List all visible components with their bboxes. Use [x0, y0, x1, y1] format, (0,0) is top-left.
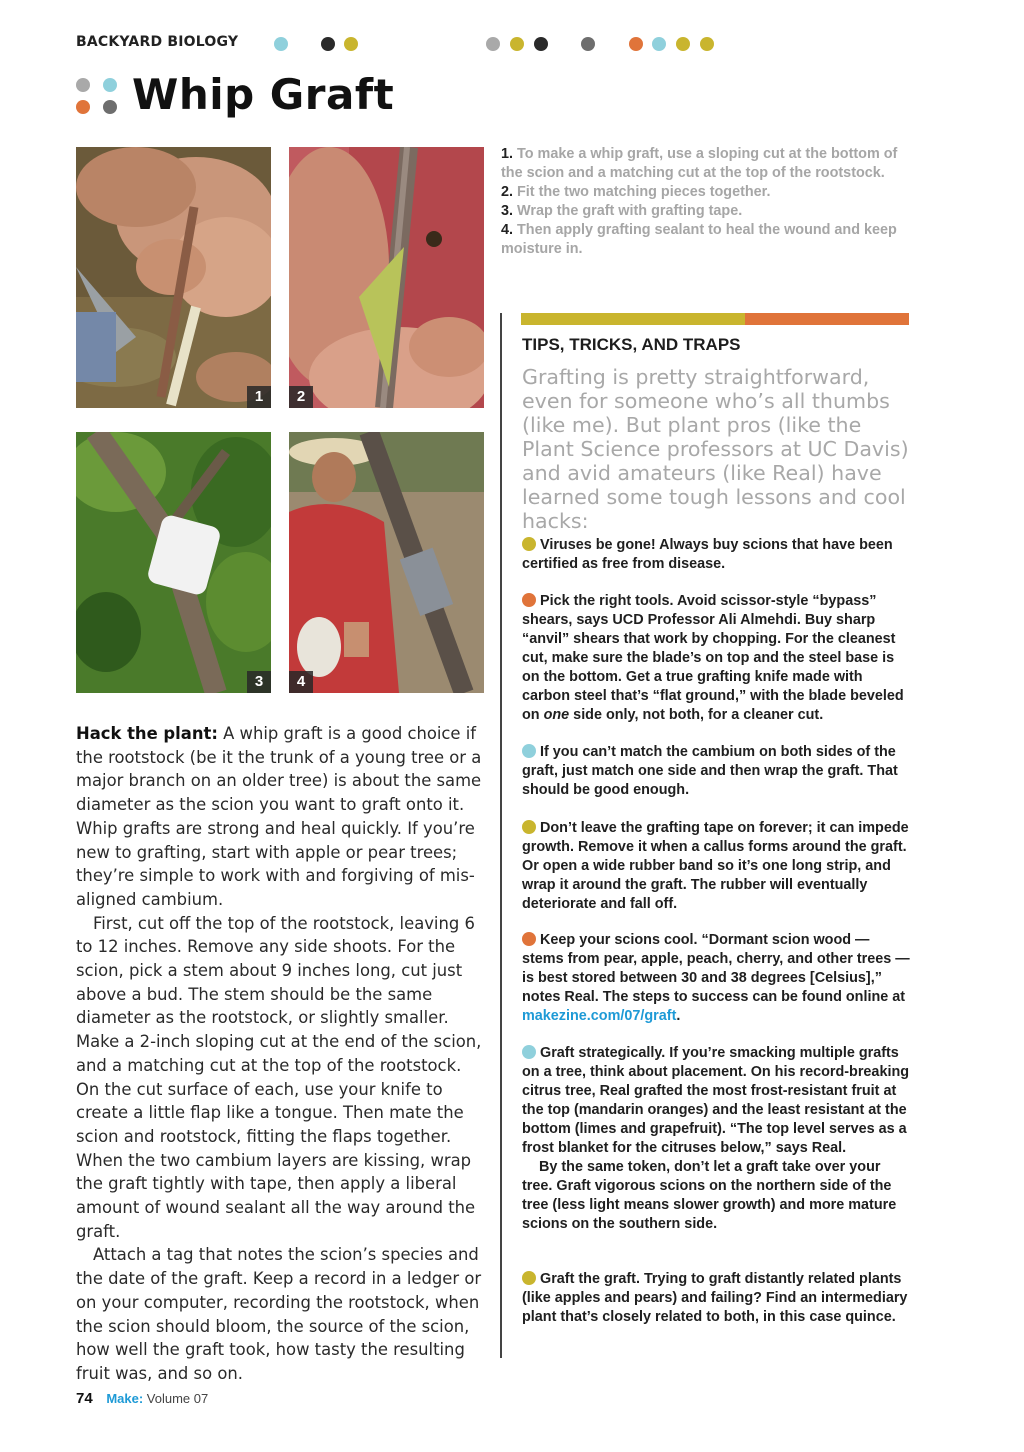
blue-bullet-icon: [522, 1045, 536, 1059]
tips-heading: TIPS, TRICKS, AND TRAPS: [522, 335, 741, 354]
section-label: BACKYARD BIOLOGY: [76, 34, 239, 50]
photo-number: 1: [247, 386, 271, 408]
tip-item: [522, 931, 914, 1026]
caption-text: To make a whip graft, use a sloping cut at the bottom of the scion and a matching cut at the top of the rootstock.: [501, 146, 898, 181]
volume-label: Volume 07: [146, 1391, 209, 1406]
photo-number: 2: [289, 386, 313, 408]
orange-bullet-icon: [522, 593, 536, 607]
decorative-dot: [344, 37, 358, 51]
tip-text: By the same token, don’t let a graft take over your tree. Graft vigorous scions on the northern side of the tree (less light means slower growth) and more mature scions on the southern side.: [522, 1159, 897, 1232]
body-lead: Hack the plant:: [76, 724, 218, 743]
caption-text: Then apply grafting sealant to heal the wound and keep moisture in.: [501, 222, 897, 257]
body-text: First, cut off the top of the rootstock, leaving 6 to 12 inches. Remove any side shoots. For the scion, pick a stem about 9 inches long, cut just above a bud. The stem should be the same diameter as the rootstock, or slightly smaller. Make a 2-inch sloping cut at the end of the scion, and a matching cut at the top of the rootstock. On the cut surface of each, use your knife to create a little flap like a tongue. Then mate the scion and rootstock, fitting the flaps together. When the two cambium layers are kissing, wrap the graft tightly with tape, then apply a liberal amount of wound sealant all the way around the graft.: [76, 913, 482, 1241]
page-title: Whip Graft: [132, 70, 395, 119]
tip-text: If you can’t match the cambium on both sides of the graft, just match one side and then wrap the graft. That should be good enough.: [522, 744, 898, 798]
decorative-dot: [700, 37, 714, 51]
tip-emphasis: one: [543, 707, 570, 723]
photo-captions: [501, 145, 911, 259]
tips-bar-olive: [521, 313, 745, 325]
photo-wrap-tape: [76, 432, 271, 693]
page-footer: [76, 1390, 208, 1407]
magazine-name: Make:: [106, 1391, 144, 1406]
body-text: Attach a tag that notes the scion’s species and the date of the graft. Keep a record in a ledger or on your computer, recording the rootstock, when the scion should bloom, the source of the scion, how well the graft took, how tasty the resulting fruit was, and so on.: [76, 1245, 482, 1383]
photo-fit-pieces: [289, 147, 484, 408]
decorative-dot: [581, 37, 595, 51]
caption-text: Fit the two matching pieces together.: [517, 184, 771, 200]
blue-bullet-icon: [522, 744, 536, 758]
photo-illustration: [289, 147, 484, 408]
tip-item: [522, 743, 914, 800]
decorative-dot: [652, 37, 666, 51]
orange-bullet-icon: [522, 932, 536, 946]
caption-number: 2.: [501, 184, 514, 200]
caption-item: [501, 202, 911, 221]
olive-bullet-icon: [522, 820, 536, 834]
olive-bullet-icon: [522, 1271, 536, 1285]
decorative-dot: [510, 37, 524, 51]
page-number: 74: [76, 1390, 93, 1407]
caption-number: 1.: [501, 146, 514, 162]
decorative-dot: [321, 37, 335, 51]
tip-text: Pick the right tools. Avoid scissor-style “bypass” shears, says UCD Professor Ali Almehdi. Buy sharp “anvil” shears that work by chopping. For the cleanest cut, make sure the blade’s on top and the steel base is on the bottom. Get a true grafting knife made with carbon steel that’s “flat ground,” with the blade beveled on: [522, 593, 904, 723]
photo-apply-sealant: [289, 432, 484, 693]
decorative-dot: [274, 37, 288, 51]
body-paragraph: [76, 722, 488, 912]
tip-text: Graft strategically. If you’re smacking multiple grafts on a tree, think about placement. On his record-breaking citrus tree, Real grafted the most frost-resistant fruit at the top (mandarin oranges) and the least resistant at the bottom (limes and grapefruit). “The top level serves as a frost blanket for the citruses below,” says Real.: [522, 1045, 910, 1156]
decorative-dot: [486, 37, 500, 51]
decorative-dot: [534, 37, 548, 51]
photo-scion-cut: [76, 147, 271, 408]
title-dot: [103, 100, 117, 114]
article-body: [76, 722, 488, 1386]
caption-text: Wrap the graft with grafting tape.: [517, 203, 743, 219]
tip-text: side only, not both, for a cleaner cut.: [569, 707, 824, 723]
photo-number: 4: [289, 671, 313, 693]
title-dot: [103, 78, 117, 92]
tip-item: [522, 592, 914, 725]
tip-text: Keep your scions cool. “Dormant scion wood — stems from pear, apple, peach, cherry, and other trees — is best stored between 30 and 38 degrees [Celsius],” notes Real. The steps to success can be found online at: [522, 932, 910, 1005]
caption-item: [501, 183, 911, 202]
title-dot: [76, 78, 90, 92]
caption-number: 4.: [501, 222, 514, 238]
tip-text: Graft the graft. Trying to graft distantly related plants (like apples and pears) and failing? Find an intermediary plant that’s closely related to both, in this case quince.: [522, 1271, 908, 1325]
olive-bullet-icon: [522, 537, 536, 551]
tip-item: [522, 1044, 914, 1234]
tip-item: [522, 1270, 914, 1327]
tips-intro: Grafting is pretty straightforward, even for someone who’s all thumbs (like me). But plant pros (like the Plant Science professors at UC Davis) and avid amateurs (like Real) have learned some tough lessons and cool hacks:: [522, 365, 909, 533]
body-paragraph: [76, 912, 488, 1244]
caption-item: [501, 145, 911, 183]
tip-item: [522, 536, 914, 574]
decorative-dot: [676, 37, 690, 51]
title-dot: [76, 100, 90, 114]
caption-item: [501, 221, 911, 259]
column-divider: [500, 313, 502, 1358]
decorative-dot: [629, 37, 643, 51]
photo-illustration: [289, 432, 484, 693]
body-text: A whip graft is a good choice if the rootstock (be it the trunk of a young tree or a major branch on an older tree) is about the same diameter as the scion you want to graft onto it. Whip grafts are strong and heal quickly. If you’re new to grafting, start with apple or pear trees; they’re simple to work with and forgiving of misaligned cambium.: [76, 724, 482, 909]
tips-bar-orange: [745, 313, 909, 325]
photo-illustration: [76, 147, 271, 408]
caption-number: 3.: [501, 203, 514, 219]
photo-number: 3: [247, 671, 271, 693]
tip-text: Don’t leave the grafting tape on forever; it can impede growth. Remove it when a callus forms around the graft. Or open a wide rubber band so it’s one long strip, and wrap it around the graft. The rubber will eventually deteriorate and fall off.: [522, 820, 909, 912]
body-paragraph: [76, 1243, 488, 1385]
photo-illustration: [76, 432, 271, 693]
tip-item: [522, 819, 914, 914]
tip-text: .: [676, 1008, 681, 1024]
tip-text: Viruses be gone! Always buy scions that have been certified as free from disease.: [522, 537, 893, 572]
makezine-link[interactable]: makezine.com/07/graft: [522, 1008, 677, 1024]
